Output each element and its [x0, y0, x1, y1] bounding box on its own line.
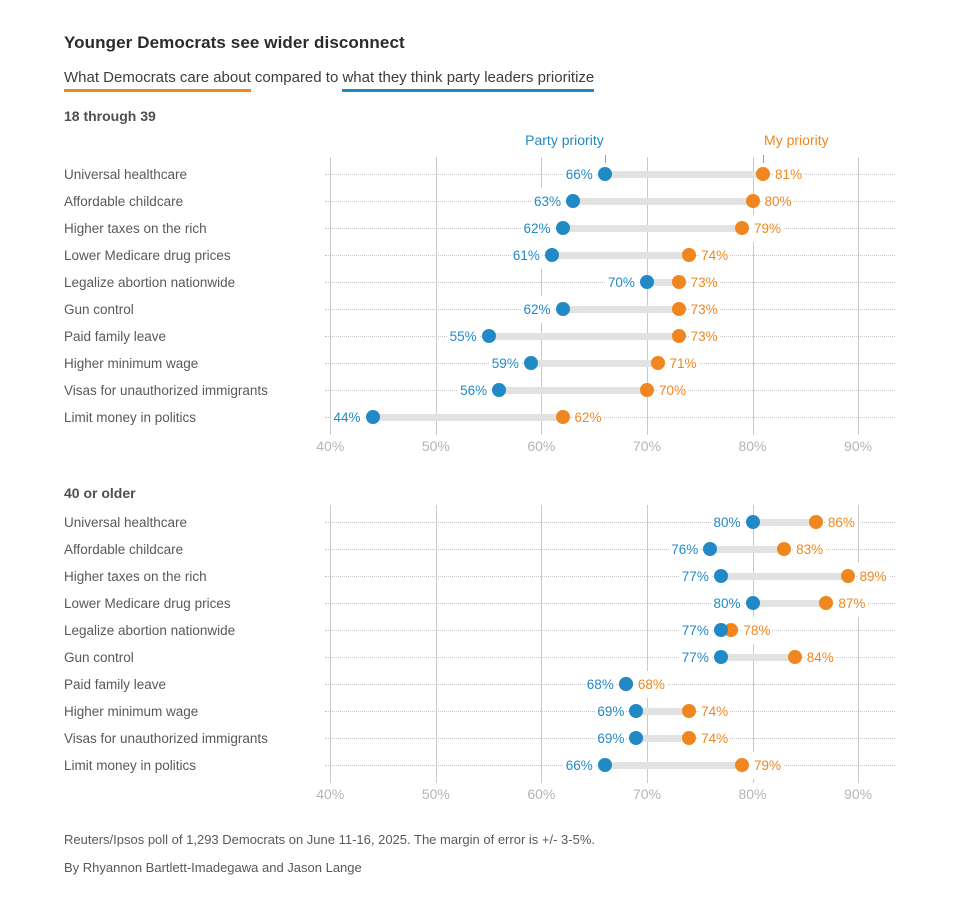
party-priority-value: 70% [606, 269, 637, 296]
category-label: Paid family leave [64, 328, 167, 344]
my-priority-dot [746, 194, 760, 208]
my-priority-value: 68% [636, 671, 667, 698]
dumbbell-connector [753, 600, 827, 607]
party-priority-dot [714, 650, 728, 664]
party-priority-dot [366, 410, 380, 424]
party-priority-value: 68% [585, 671, 616, 698]
category-label: Universal healthcare [64, 166, 188, 182]
party-priority-value: 61% [511, 242, 542, 269]
chart-row [64, 563, 916, 590]
chart-row [64, 698, 916, 725]
party-priority-dot [556, 302, 570, 316]
my-priority-dot [777, 542, 791, 556]
party-priority-value: 66% [564, 161, 595, 188]
party-priority-dot [746, 596, 760, 610]
category-label: Higher taxes on the rich [64, 568, 207, 584]
axis-tick-label: 40% [316, 785, 345, 802]
my-priority-dot [672, 302, 686, 316]
my-priority-value: 84% [805, 644, 836, 671]
my-priority-value: 73% [689, 323, 720, 350]
dumbbell-connector [499, 387, 647, 394]
dumbbell-connector [721, 654, 795, 661]
my-priority-value: 87% [836, 590, 867, 617]
my-priority-value: 62% [573, 404, 604, 431]
my-priority-dot [756, 167, 770, 181]
my-priority-value: 71% [668, 350, 699, 377]
chart-title: Younger Democrats see wider disconnect [64, 33, 405, 52]
axis-tick-label: 70% [632, 785, 661, 802]
subtitle-my-priority-phrase: What Democrats care about [64, 69, 251, 92]
axis-tick-label: 90% [844, 437, 873, 454]
source-note: Reuters/Ipsos poll of 1,293 Democrats on June 11-16, 2025. The margin of error is +/- 3-5%. [64, 831, 595, 847]
my-priority-value: 79% [752, 215, 783, 242]
chart-row [64, 617, 916, 644]
plot-rows [64, 509, 916, 779]
my-priority-dot [819, 596, 833, 610]
my-priority-dot [682, 731, 696, 745]
chart-row [64, 509, 916, 536]
my-priority-dot [682, 704, 696, 718]
my-priority-dot [640, 383, 654, 397]
party-priority-dot [492, 383, 506, 397]
my-priority-value: 81% [773, 161, 804, 188]
category-label: Paid family leave [64, 676, 167, 692]
chart-legend [64, 132, 916, 159]
chart-row [64, 644, 916, 671]
my-priority-dot [788, 650, 802, 664]
category-label: Limit money in politics [64, 757, 197, 773]
dumbbell-connector [489, 333, 679, 340]
chart-row [64, 725, 916, 752]
party-priority-value: 66% [564, 752, 595, 779]
category-label: Higher minimum wage [64, 703, 199, 719]
my-priority-value: 74% [699, 242, 730, 269]
axis-tick-label: 70% [632, 437, 661, 454]
party-priority-dot [598, 167, 612, 181]
axis-tick-label: 80% [738, 437, 767, 454]
my-priority-value: 86% [826, 509, 857, 536]
category-label: Universal healthcare [64, 514, 188, 530]
chart-row [64, 671, 916, 698]
axis-tick-label: 60% [527, 437, 556, 454]
chart-row [64, 161, 916, 188]
chart-row [64, 404, 916, 431]
party-priority-value: 77% [680, 617, 711, 644]
category-label: Visas for unauthorized immigrants [64, 382, 268, 398]
party-priority-dot [703, 542, 717, 556]
party-priority-dot [619, 677, 633, 691]
dumbbell-connector [753, 519, 816, 526]
party-priority-value: 55% [448, 323, 479, 350]
chart-row [64, 188, 916, 215]
my-priority-value: 74% [699, 725, 730, 752]
my-priority-dot [672, 275, 686, 289]
dumbbell-connector [563, 225, 742, 232]
party-priority-value: 77% [680, 644, 711, 671]
party-priority-value: 76% [669, 536, 700, 563]
party-priority-value: 80% [711, 509, 742, 536]
category-label: Legalize abortion nationwide [64, 274, 236, 290]
dumbbell-connector [552, 252, 689, 259]
party-priority-dot [746, 515, 760, 529]
byline: By Rhyannon Bartlett-Imadegawa and Jason Lange [64, 859, 362, 875]
axis-tick-label: 60% [527, 785, 556, 802]
chart-row [64, 590, 916, 617]
legend-party-priority: Party priority [525, 131, 604, 148]
my-priority-value: 83% [794, 536, 825, 563]
category-label: Lower Medicare drug prices [64, 595, 231, 611]
my-priority-value: 78% [741, 617, 772, 644]
my-priority-dot [841, 569, 855, 583]
my-priority-dot [735, 221, 749, 235]
party-priority-dot [545, 248, 559, 262]
my-priority-dot [735, 758, 749, 772]
party-priority-value: 62% [521, 215, 552, 242]
party-priority-dot [629, 731, 643, 745]
x-axis [64, 784, 916, 806]
age-group-label-40-plus: 40 or older [64, 484, 136, 501]
my-priority-dot [556, 410, 570, 424]
chart-row [64, 536, 916, 563]
dumbbell-connector [573, 198, 752, 205]
category-label: Limit money in politics [64, 409, 197, 425]
party-priority-value: 69% [595, 698, 626, 725]
party-priority-value: 80% [711, 590, 742, 617]
category-label: Legalize abortion nationwide [64, 622, 236, 638]
category-label: Higher taxes on the rich [64, 220, 207, 236]
party-priority-value: 56% [458, 377, 489, 404]
my-priority-value: 73% [689, 296, 720, 323]
category-label: Gun control [64, 301, 134, 317]
plot-rows [64, 161, 916, 431]
category-label: Gun control [64, 649, 134, 665]
dumbbell-chart-18-39 [64, 132, 916, 458]
party-priority-dot [714, 623, 728, 637]
chart-row [64, 269, 916, 296]
axis-tick-label: 50% [421, 437, 450, 454]
dumbbell-connector [531, 360, 658, 367]
party-priority-value: 63% [532, 188, 563, 215]
axis-tick-label: 40% [316, 437, 345, 454]
dumbbell-connector [563, 306, 679, 313]
legend-my-priority: My priority [764, 131, 829, 148]
axis-tick-label: 90% [844, 785, 873, 802]
party-priority-dot [714, 569, 728, 583]
x-axis [64, 436, 916, 458]
my-priority-dot [809, 515, 823, 529]
party-priority-value: 59% [490, 350, 521, 377]
party-priority-value: 69% [595, 725, 626, 752]
category-label: Higher minimum wage [64, 355, 199, 371]
chart-row [64, 242, 916, 269]
party-priority-dot [629, 704, 643, 718]
chart-row [64, 752, 916, 779]
dumbbell-connector [605, 762, 742, 769]
my-priority-value: 70% [657, 377, 688, 404]
category-label: Lower Medicare drug prices [64, 247, 231, 263]
axis-tick-label: 50% [421, 785, 450, 802]
chart-subtitle [64, 67, 916, 89]
my-priority-value: 80% [763, 188, 794, 215]
dumbbell-connector [373, 414, 563, 421]
party-priority-value: 77% [680, 563, 711, 590]
axis-tick-label: 80% [738, 785, 767, 802]
my-priority-dot [682, 248, 696, 262]
row-dotted-line [325, 630, 895, 631]
party-priority-dot [482, 329, 496, 343]
subtitle-party-priority-phrase: what they think party leaders prioritize [342, 69, 594, 92]
party-priority-dot [598, 758, 612, 772]
category-label: Affordable childcare [64, 541, 184, 557]
my-priority-value: 73% [689, 269, 720, 296]
my-priority-value: 79% [752, 752, 783, 779]
dumbbell-connector [721, 573, 848, 580]
chart-row [64, 323, 916, 350]
chart-row [64, 215, 916, 242]
my-priority-dot [651, 356, 665, 370]
party-priority-dot [566, 194, 580, 208]
party-priority-dot [556, 221, 570, 235]
my-priority-value: 74% [699, 698, 730, 725]
dumbbell-chart-40-plus [64, 509, 916, 806]
category-label: Affordable childcare [64, 193, 184, 209]
chart-row [64, 377, 916, 404]
party-priority-dot [524, 356, 538, 370]
subtitle-connector-text: compared to [250, 69, 343, 86]
dumbbell-connector [710, 546, 784, 553]
category-label: Visas for unauthorized immigrants [64, 730, 268, 746]
chart-row [64, 296, 916, 323]
age-group-label-18-39: 18 through 39 [64, 107, 156, 124]
party-priority-value: 44% [331, 404, 362, 431]
chart-row [64, 350, 916, 377]
my-priority-dot [672, 329, 686, 343]
party-priority-value: 62% [521, 296, 552, 323]
dumbbell-connector [605, 171, 763, 178]
party-priority-dot [640, 275, 654, 289]
my-priority-value: 89% [858, 563, 889, 590]
